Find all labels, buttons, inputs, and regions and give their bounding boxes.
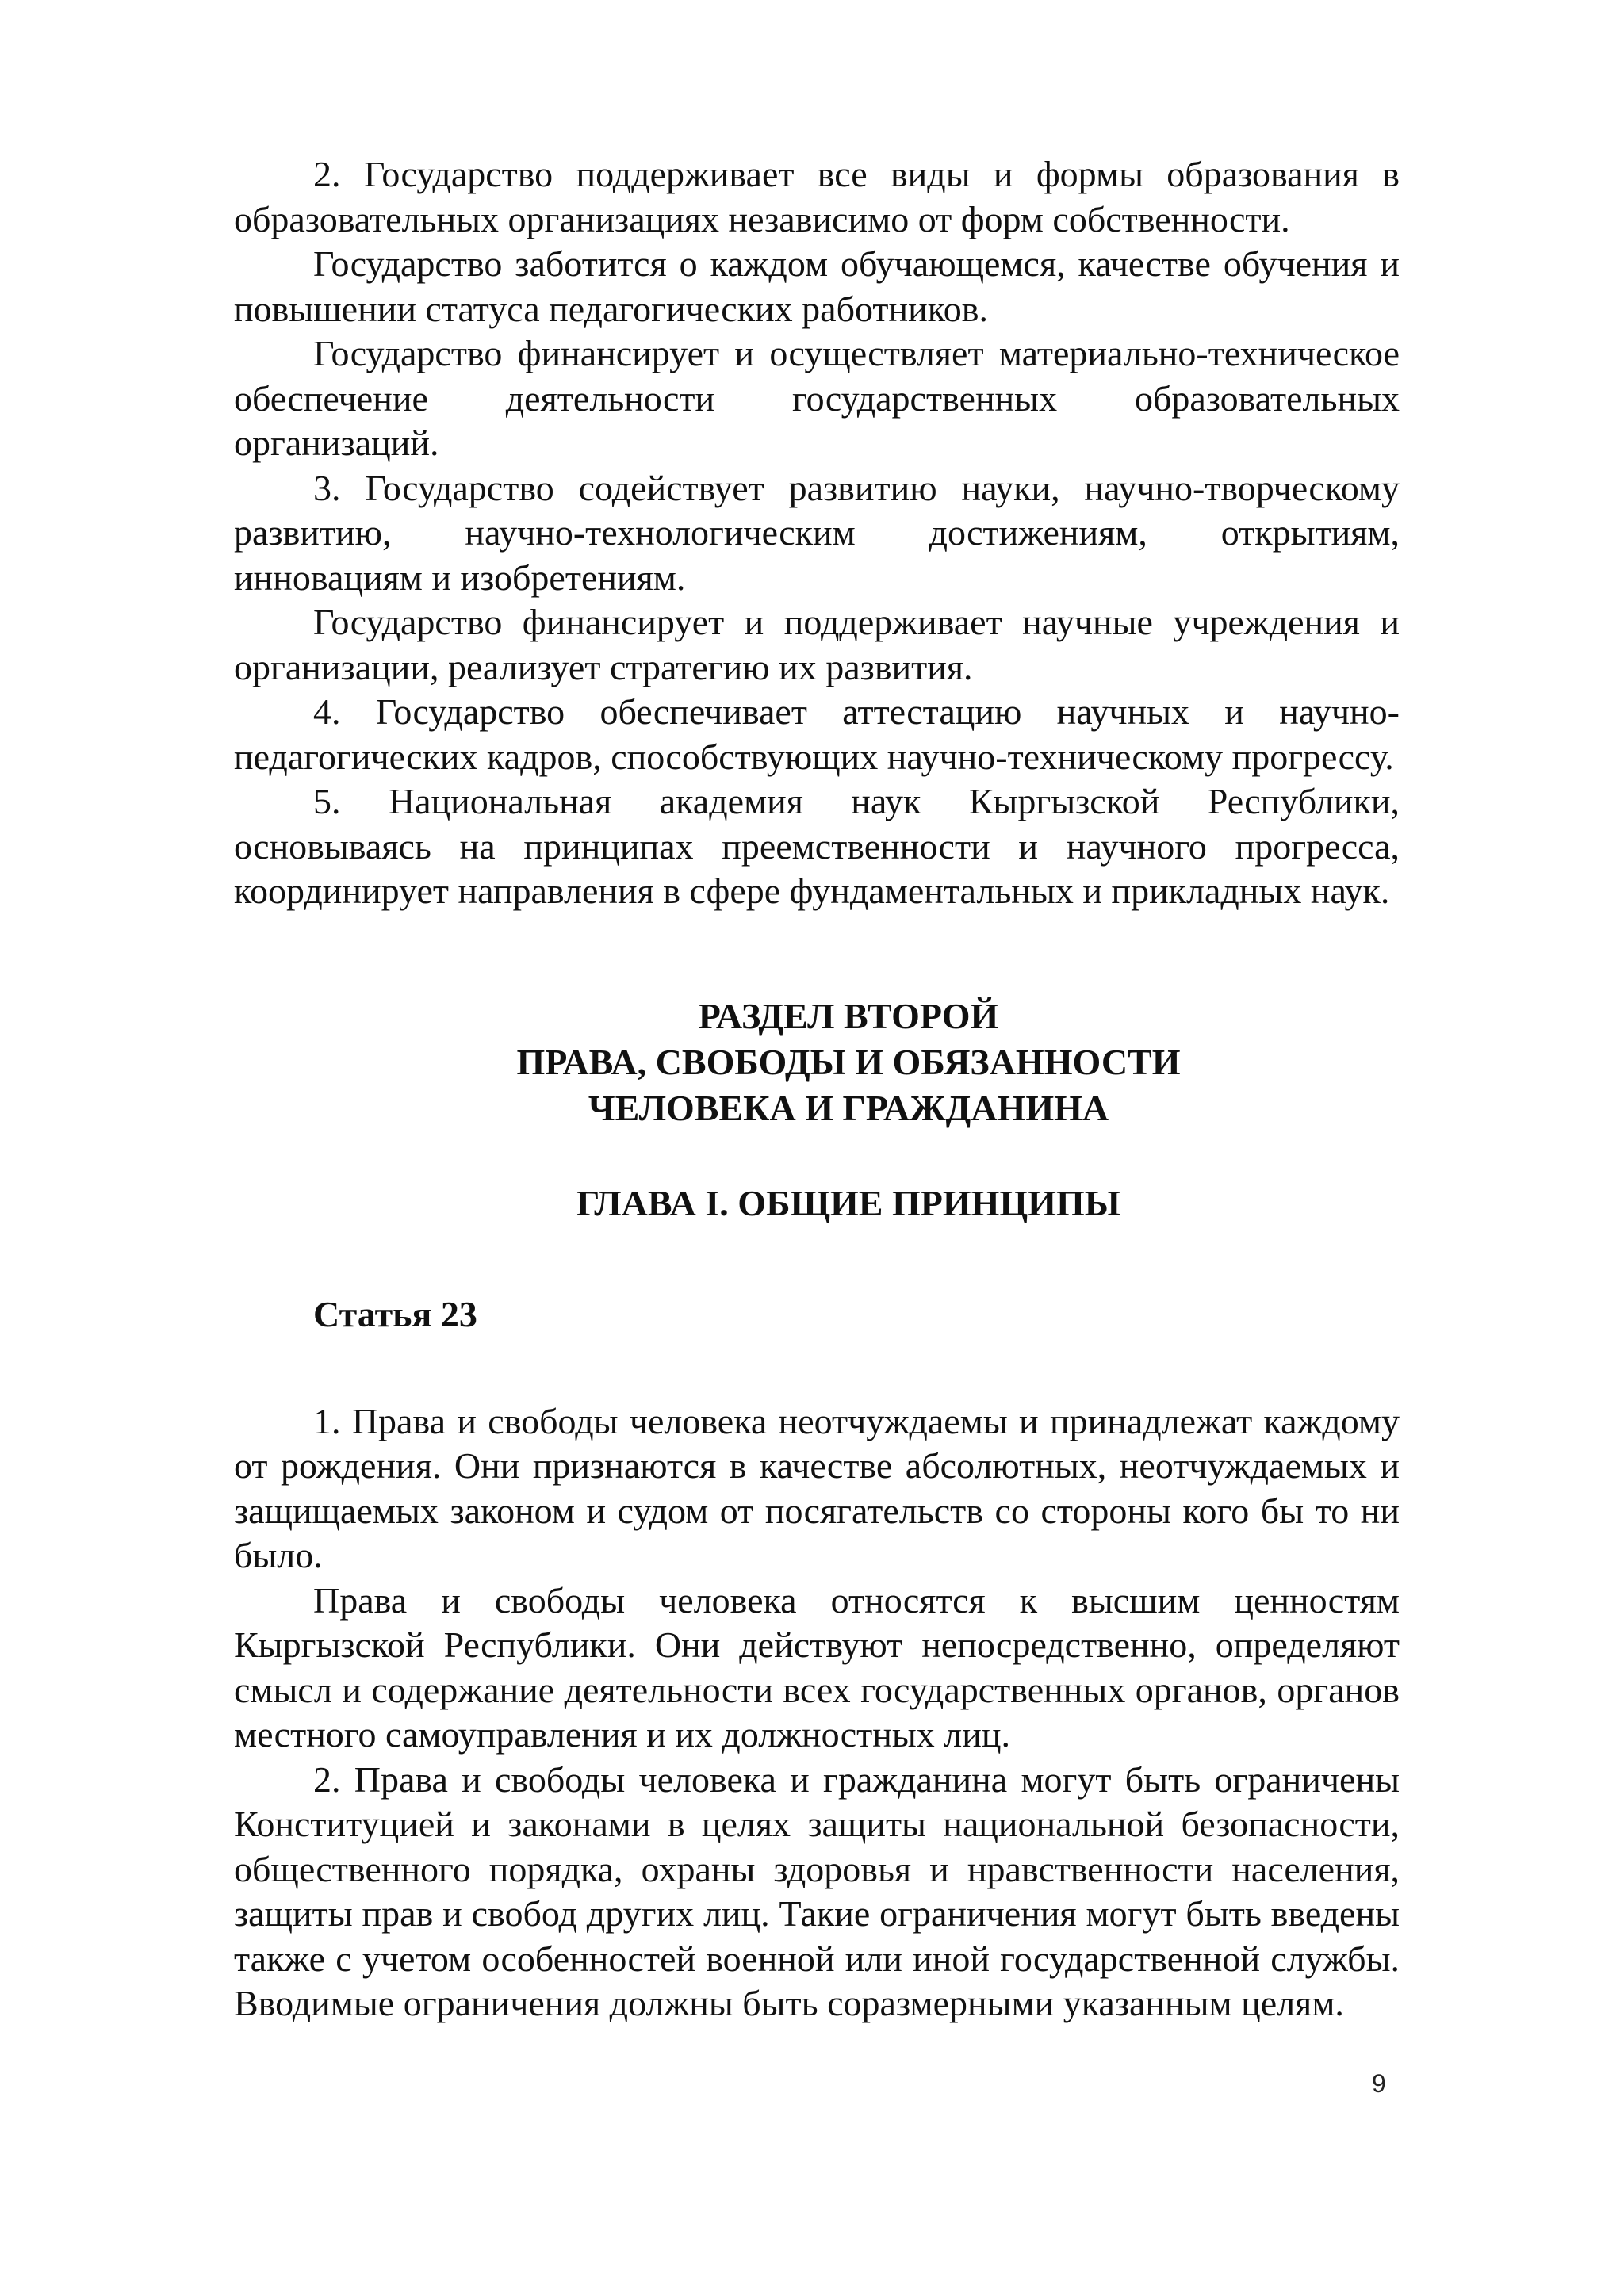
section-title-line-1: РАЗДЕЛ ВТОРОЙ (698, 995, 999, 1036)
paragraph: 1. Права и свободы человека неотчуждаемы и принадлежат каждому от рождения. Они признаются в качестве абсолютных, неотчуждаемых и защищаемых законом и судом от посягательств со стороны кого бы то ни было. (234, 1400, 1400, 1575)
section-title-line-3: ЧЕЛОВЕКА И ГРАЖДАНИНА (588, 1087, 1109, 1128)
paragraph: 4. Государство обеспечивает аттестацию научных и научно-педагогических кадров, способствующих научно-техническому прогрессу. (234, 691, 1400, 777)
paragraph: 5. Национальная академия наук Кыргызской Республики, основываясь на принципах преемственности и научного прогресса, координирует направления в сфере фундаментальных и прикладных наук. (234, 781, 1400, 911)
section-heading (234, 993, 1400, 1131)
paragraph: Права и свободы человека относятся к высшим ценностям Кыргызской Республики. Они действуют непосредственно, определяют смысл и содержание деятельности всех государственных органов, органов местного самоуправления и их должностных лиц. (234, 1579, 1400, 1755)
page-number: 9 (1372, 2069, 1386, 2098)
paragraph: Государство финансирует и поддерживает научные учреждения и организации, реализует стратегию их развития. (234, 602, 1400, 687)
article-title: Статья 23 (313, 1293, 477, 1334)
section-title-line-2: ПРАВА, СВОБОДЫ И ОБЯЗАННОСТИ (516, 1041, 1181, 1082)
paragraph: 2. Государство поддерживает все виды и формы образования в образовательных организациях независимо от форм собственности. (234, 154, 1400, 239)
paragraph: 2. Права и свободы человека и гражданина могут быть ограничены Конституцией и законами в целях защиты национальной безопасности, общественного порядка, охраны здоровья и нравственности населения, защиты прав и свобод других лиц. Такие ограничения могут быть введены также с учетом особенностей военной или иной государственной службы. Вводимые ограничения должны быть соразмерными указанным целям. (234, 1758, 1400, 2023)
paragraph: Государство заботится о каждом обучающемся, качестве обучения и повышении статуса педагогических работников. (234, 243, 1400, 329)
chapter-heading: ГЛАВА I. ОБЩИЕ ПРИНЦИПЫ (576, 1182, 1120, 1223)
paragraph: 3. Государство содействует развитию науки, научно-творческому развитию, научно-технологическим достижениям, открытиям, инновациям и изобретениям. (234, 467, 1400, 598)
paragraph: Государство финансирует и осуществляет материально-техническое обеспечение деятельности государственных образовательных организаций. (234, 333, 1400, 463)
text-column (234, 152, 1400, 2026)
